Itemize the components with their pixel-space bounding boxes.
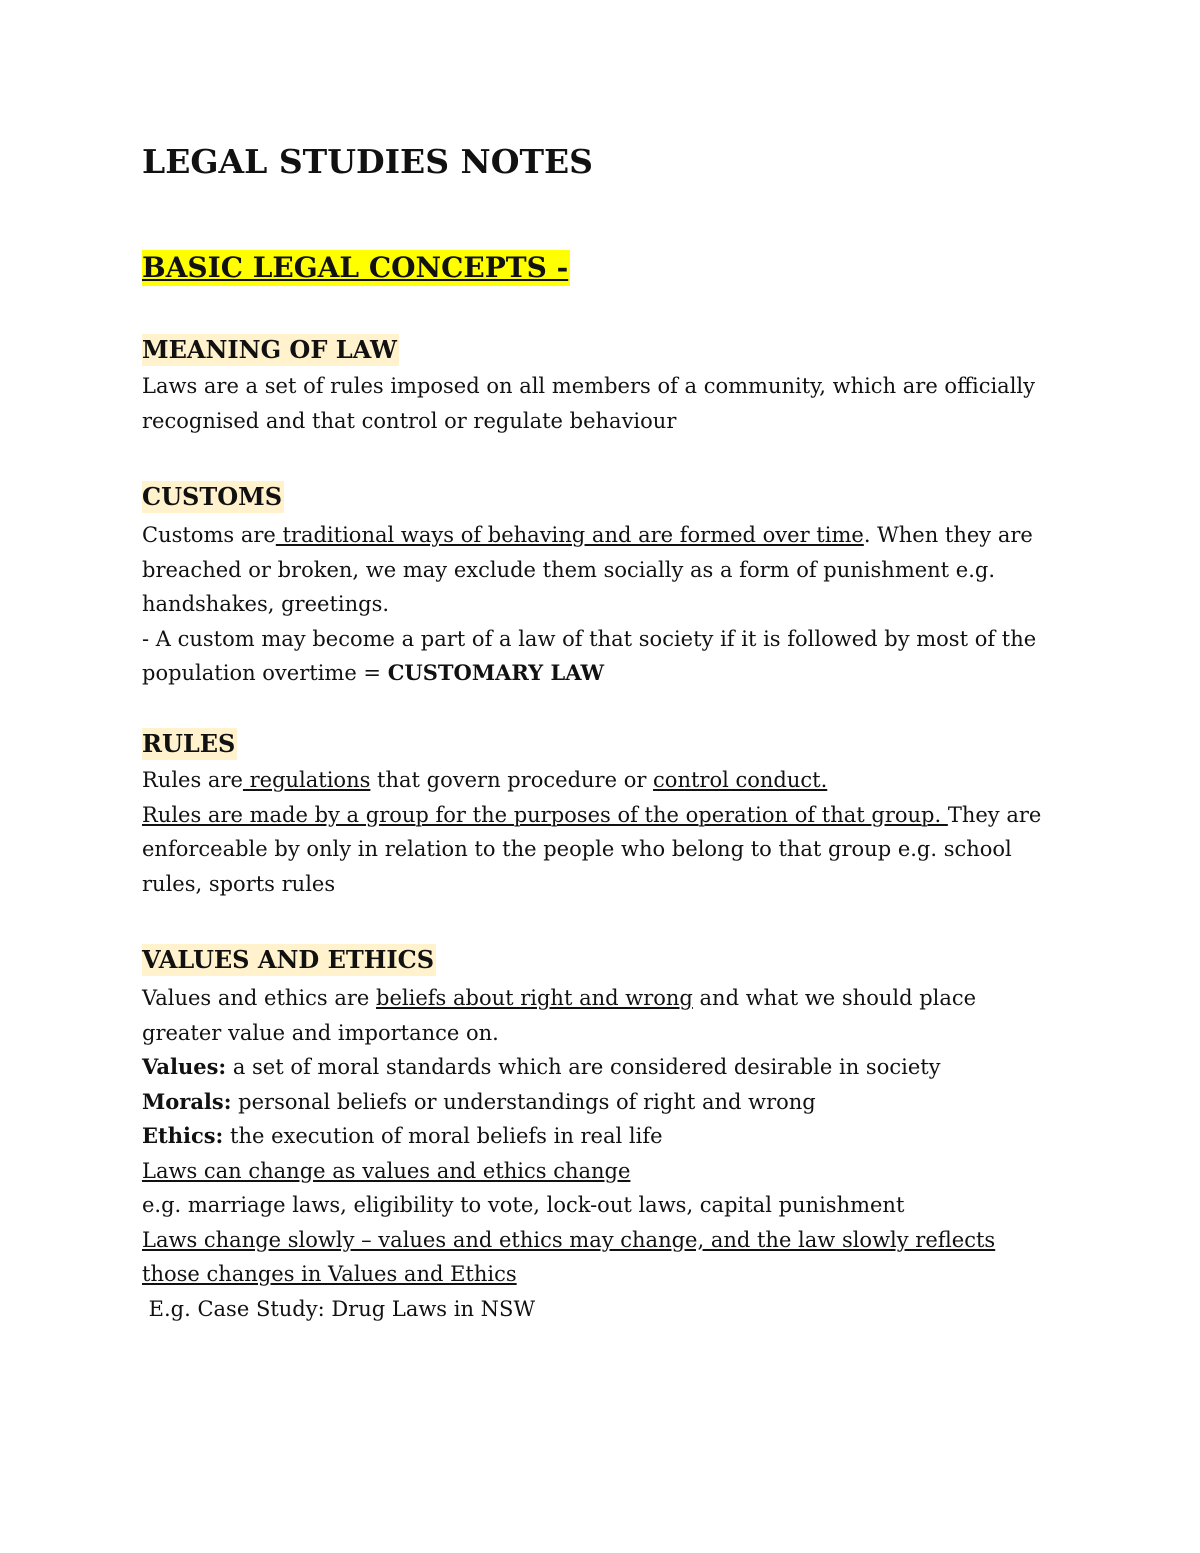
values-ethics-paragraph bbox=[142, 981, 1062, 1326]
rules-text: They are bbox=[947, 802, 1042, 827]
morals-label: Morals: bbox=[142, 1088, 232, 1114]
customs-text: Customs are bbox=[142, 523, 276, 547]
values-examples-line: e.g. marriage laws, eligibility to vote, lock-out laws, capital punishment bbox=[142, 1193, 905, 1217]
customs-line-4: - A custom may become a part of a law of that society if it is followed by most of the bbox=[142, 626, 1037, 651]
ethics-label: Ethics: bbox=[142, 1123, 224, 1148]
customs-text: population overtime = bbox=[142, 661, 388, 685]
document-title: LEGAL STUDIES NOTES bbox=[142, 142, 593, 181]
rules-underlined-text: regulations bbox=[242, 768, 371, 792]
customs-line-3: handshakes, greetings. bbox=[142, 592, 390, 616]
heading-rules: RULES bbox=[142, 729, 236, 758]
values-underlined-text: those changes in Values and Ethics bbox=[142, 1262, 517, 1286]
ethics-definition bbox=[142, 1119, 1062, 1154]
rules-line-4: rules, sports rules bbox=[142, 871, 336, 896]
heading-customs: CUSTOMS bbox=[142, 482, 283, 511]
ethics-definition-text: the execution of moral beliefs in real life bbox=[223, 1124, 663, 1148]
customs-line-1 bbox=[142, 518, 1062, 553]
meaning-of-law-paragraph bbox=[142, 369, 1062, 438]
customs-line-2: breached or broken, we may exclude them socially as a form of punishment e.g. bbox=[142, 557, 996, 582]
values-underlined-text: Laws change slowly – values and ethics may change, and the law slowly reflects bbox=[142, 1227, 996, 1252]
values-line-1 bbox=[142, 981, 1062, 1016]
values-underlined-text: Laws can change as values and ethics change bbox=[142, 1158, 631, 1183]
values-slow-line-2 bbox=[142, 1257, 1062, 1292]
heading-meaning-of-law: MEANING OF LAW bbox=[142, 335, 397, 364]
customary-law-term: CUSTOMARY LAW bbox=[387, 660, 605, 685]
values-text: Values and ethics are bbox=[142, 986, 377, 1010]
rules-line-2 bbox=[142, 798, 1062, 833]
customs-line-5 bbox=[142, 656, 1062, 691]
values-slow-line-1 bbox=[142, 1223, 1062, 1258]
morals-definition bbox=[142, 1085, 1062, 1120]
values-definition-text: a set of moral standards which are considered desirable in society bbox=[226, 1055, 941, 1079]
rules-line-3: enforceable by only in relation to the people who belong to that group e.g. school bbox=[142, 837, 1012, 861]
rules-underlined-text: control conduct. bbox=[653, 768, 828, 792]
rules-text: Rules are bbox=[142, 768, 243, 792]
customs-underlined-text: traditional ways of behaving and are formed over time bbox=[275, 523, 864, 547]
rules-text: that govern procedure or bbox=[370, 768, 654, 792]
values-underlined-text: beliefs about right and wrong bbox=[376, 986, 693, 1010]
values-label: Values: bbox=[142, 1054, 227, 1079]
customs-paragraph bbox=[142, 518, 1062, 691]
morals-definition-text: personal beliefs or understandings of right and wrong bbox=[231, 1089, 816, 1114]
heading-values-and-ethics: VALUES AND ETHICS bbox=[142, 945, 435, 974]
rules-paragraph bbox=[142, 763, 1062, 901]
rules-underlined-text: Rules are made by a group for the purposes of the operation of that group. bbox=[142, 802, 948, 827]
values-change-line bbox=[142, 1154, 1062, 1189]
rules-line-1 bbox=[142, 763, 1062, 798]
customs-text: . When they are bbox=[863, 523, 1033, 547]
case-study-line: E.g. Case Study: Drug Laws in NSW bbox=[142, 1296, 536, 1321]
values-line-2: greater value and importance on. bbox=[142, 1020, 499, 1045]
values-text: and what we should place bbox=[692, 986, 977, 1010]
meaning-line-2: recognised and that control or regulate behaviour bbox=[142, 408, 677, 433]
section-title: BASIC LEGAL CONCEPTS - bbox=[142, 251, 569, 284]
meaning-line-1: Laws are a set of rules imposed on all members of a community, which are officially bbox=[142, 374, 1036, 398]
values-definition bbox=[142, 1050, 1062, 1085]
